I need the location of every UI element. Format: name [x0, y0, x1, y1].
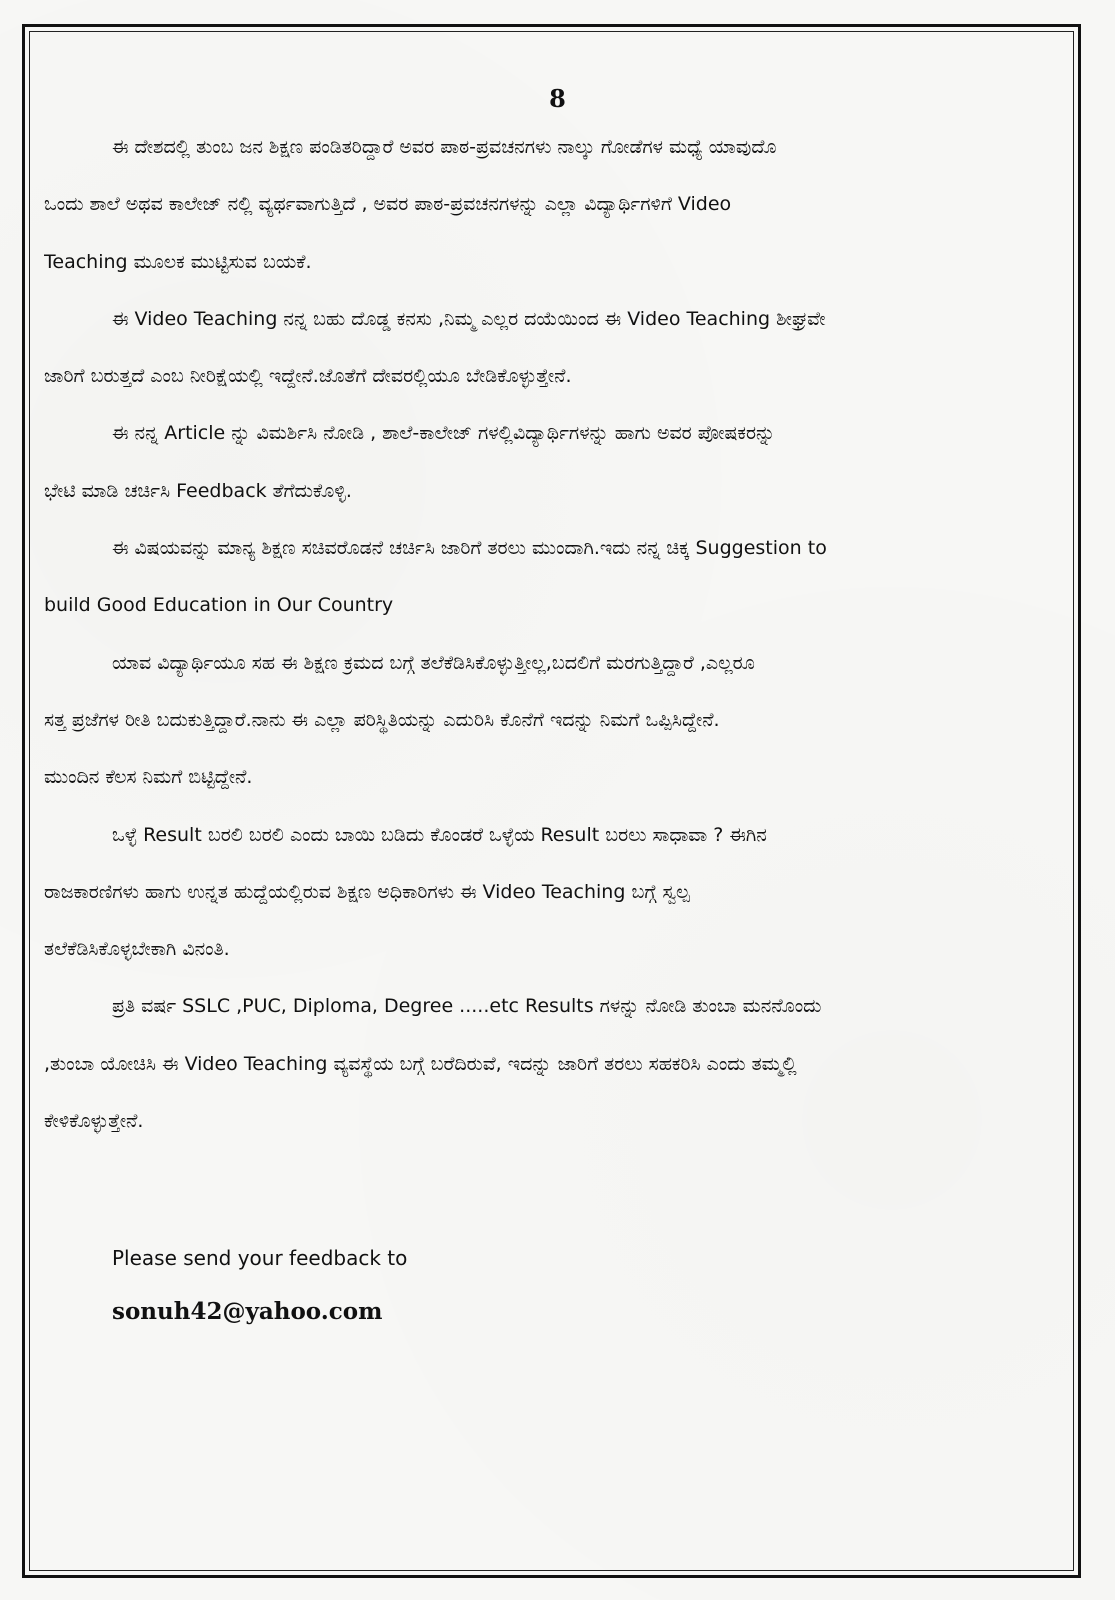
text-line: ಜಾರಿಗೆ ಬರುತ್ತದೆ ಎಂಬ ನೀರಿಕ್ಷೆಯಲ್ಲಿ ಇದ್ದೇನೆ.ಜೊತೆಗೆ ದೇವರಲ್ಲಿಯೂ ಬೇಡಿಕೊಳ್ಳುತ್ತೇನೆ. — [44, 365, 572, 388]
text-line: Teaching ಮೂಲಕ ಮುಟ್ಟಿಸುವ ಬಯಕೆ. — [44, 250, 312, 273]
text-line: ಈ ವಿಷಯವನ್ನು ಮಾನ್ಯ ಶಿಕ್ಷಣ ಸಚಿವರೊಡನೆ ಚರ್ಚಿಸಿ ಜಾರಿಗೆ ತರಲು ಮುಂದಾಗಿ.ಇದು ನನ್ನ ಚಿಕ್ಕ Suggestion to — [112, 537, 827, 560]
text-line: ಯಾವ ವಿದ್ಯಾರ್ಥಿಯೂ ಸಹ ಈ ಶಿಕ್ಷಣ ಕ್ರಮದ ಬಗ್ಗೆ ತಲೆಕೆಡಿಸಿಕೊಳ್ಳುತ್ತೀಲ್ಲ,ಬದಲಿಗೆ ಮರಗುತ್ತಿದ್ದಾರೆ ,ಎಲ್ಲರೂ — [112, 651, 755, 674]
text-line: ,ತುಂಬಾ ಯೋಚಿಸಿ ಈ Video Teaching ವ್ಯವಸ್ಥೆಯ ಬಗ್ಗೆ ಬರೆದಿರುವೆ, ಇದನ್ನು ಜಾರಿಗೆ ತರಲು ಸಹಕರಿಸಿ ಎಂದು ತಮ್ಮಲ್ಲಿ — [44, 1052, 797, 1075]
feedback-label: Please send your feedback to — [112, 1246, 408, 1270]
text-line: ರಾಜಕಾರಣಿಗಳು ಹಾಗು ಉನ್ನತ ಹುದ್ದೆಯಲ್ಲಿರುವ ಶಿಕ್ಷಣ ಅಧಿಕಾರಿಗಳು ಈ Video Teaching ಬಗ್ಗೆ ಸ್ವಲ್ಪ — [44, 880, 690, 903]
text-line: ಪ್ರತಿ ವರ್ಷ SSLC ,PUC, Diploma, Degree .....etc Results ಗಳನ್ನು ನೋಡಿ ತುಂಬಾ ಮನನೊಂದು — [112, 995, 822, 1018]
page-number: 8 — [549, 84, 566, 113]
text-line: ಕೇಳಿಕೊಳ್ಳುತ್ತೇನೆ. — [44, 1110, 144, 1133]
text-line: ಈ ದೇಶದಲ್ಲಿ ತುಂಬ ಜನ ಶಿಕ್ಷಣ ಪಂಡಿತರಿದ್ದಾರೆ ಅವರ ಪಾಠ-ಪ್ರವಚನಗಳು ನಾಲ್ಕು ಗೋಡೆಗಳ ಮಧ್ಯೆ ಯಾವುದೊ — [112, 136, 777, 158]
text-line: ತಲೆಕೆಡಿಸಿಕೊಳ್ಳಬೇಕಾಗಿ ವಿನಂತಿ. — [44, 938, 230, 961]
text-line: build Good Education in Our Country — [44, 594, 394, 617]
body-text — [44, 131, 1064, 1162]
text-line: ಒಳ್ಳೆ Result ಬರಲಿ ಬರಲಿ ಎಂದು ಬಾಯಿ ಬಡಿದು ಕೊಂಡರೆ ಒಳ್ಳೆಯ Result ಬರಲು ಸಾಧಾವಾ ? ಈಗಿನ — [112, 823, 767, 846]
text-line: ಈ ನನ್ನ Article ನ್ನು ವಿಮರ್ಶಿಸಿ ನೋಡಿ , ಶಾಲೆ-ಕಾಲೇಜ್ ಗಳಲ್ಲಿವಿದ್ಯಾರ್ಥಿಗಳನ್ನು ಹಾಗು ಅವರ ಪೋಷಕರನ್ನು — [112, 422, 776, 445]
text-line: ಸತ್ತ ಪ್ರಜೆಗಳ ರೀತಿ ಬದುಕುತ್ತಿದ್ದಾರೆ.ನಾನು ಈ ಎಲ್ಲಾ ಪರಿಸ್ಥಿತಿಯನ್ನು ಎದುರಿಸಿ ಕೊನೆಗೆ ಇದನ್ನು ನಿಮಗೆ ಒಪ್ಪಿಸಿದ್ದೇನೆ. — [44, 708, 720, 731]
text-line: ಒಂದು ಶಾಲೆ ಅಥವ ಕಾಲೇಜ್ ನಲ್ಲಿ ವ್ಯರ್ಥವಾಗುತ್ತಿದೆ , ಅವರ ಪಾಠ-ಪ್ರವಚನಗಳನ್ನು ಎಲ್ಲಾ ವಿದ್ಯಾರ್ಥಿಗಳಿಗೆ Video — [44, 193, 732, 216]
text-line: ಭೇಟಿ ಮಾಡಿ ಚರ್ಚಿಸಿ Feedback ತೆಗೆದುಕೊಳ್ಳಿ. — [44, 479, 352, 502]
text-line: ಮುಂದಿನ ಕೆಲಸ ನಿಮಗೆ ಬಿಟ್ಟಿದ್ದೇನೆ. — [44, 766, 253, 789]
feedback-section — [112, 1242, 1012, 1328]
text-line: ಈ Video Teaching ನನ್ನ ಬಹು ದೊಡ್ಡ ಕನಸು ,ನಿಮ್ಮ ಎಲ್ಲರ ದಯೆಯಿಂದ ಈ Video Teaching ಶೀಘ್ರವೇ — [112, 307, 826, 330]
feedback-email: sonuh42@yahoo.com — [112, 1298, 383, 1325]
